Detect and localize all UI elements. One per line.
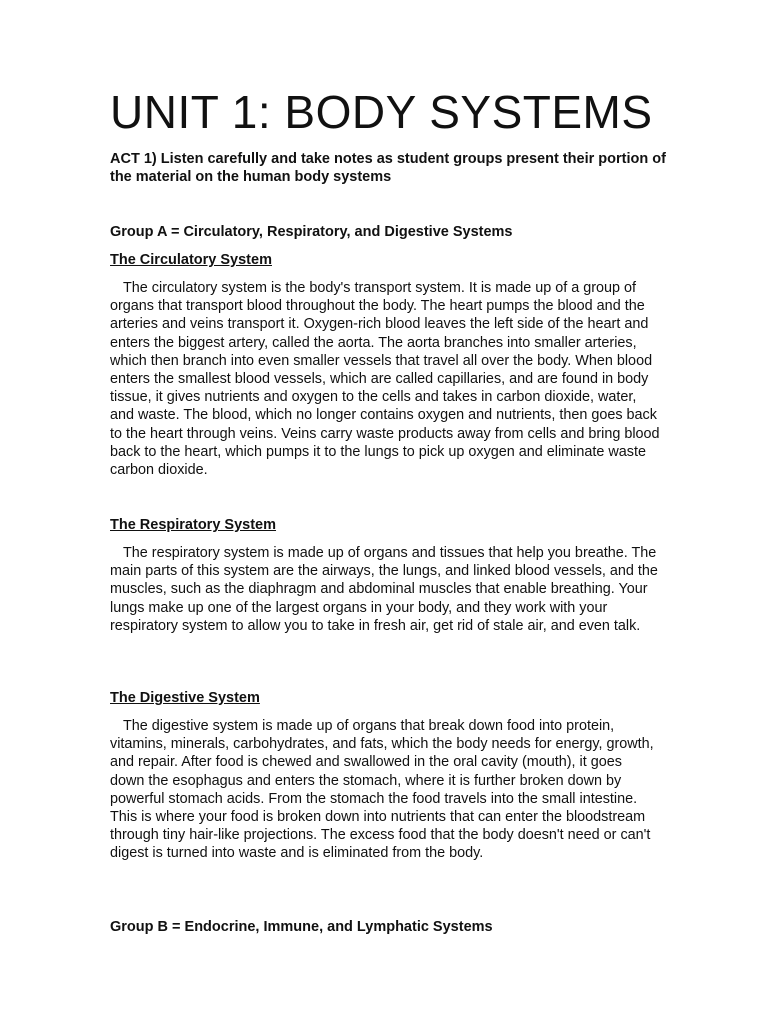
circulatory-system-heading: The Circulatory System [110, 252, 272, 268]
digestive-system-heading: The Digestive System [110, 690, 260, 706]
group-a-heading: Group A = Circulatory, Respiratory, and Digestive Systems [110, 224, 513, 240]
respiratory-system-paragraph: The respiratory system is made up of organs and tissues that help you breathe. The main parts of this system are the airways, the lungs, and linked blood vessels, and the muscles, such as the diaphragm and abdominal muscles that enable breathing. Your lungs make up one of the largest organs in your body, and they work with your respiratory system to allow you to take in fresh air, get rid of stale air, and even talk. [110, 545, 658, 634]
group-b-heading: Group B = Endocrine, Immune, and Lymphatic Systems [110, 919, 493, 935]
digestive-system-paragraph: The digestive system is made up of organs that break down food into protein, vitamins, minerals, carbohydrates, and fats, which the body needs for energy, growth, and repair. After food is chewed and swallowed in the oral cavity (mouth), it goes down the esophagus and enters the stomach, where it is further broken down by powerful stomach acids. From the stomach the food travels into the small intestine. This is where your food is broken down into nutrients that can enter the bloodstream through tiny hair-like projections. The excess food that the body doesn't need or can't digest is turned into waste and is eliminated from the body. [110, 718, 654, 862]
activity-instruction: ACT 1) Listen carefully and take notes as student groups present their portion of the material on the human body systems [110, 151, 666, 185]
respiratory-system-heading: The Respiratory System [110, 517, 277, 533]
page-title: UNIT 1: BODY SYSTEMS [110, 86, 653, 138]
circulatory-system-paragraph: The circulatory system is the body's transport system. It is made up of a group of organs that transport blood throughout the body. The heart pumps the blood and the arteries and veins transport it. Oxygen-rich blood leaves the left side of the heart and enters the biggest artery, called the aorta. The aorta branches into smaller arteries, which then branch into even smaller vessels that travel all over the body. When blood enters the smallest blood vessels, which are called capillaries, and are found in body tissue, it gives nutrients and oxygen to the cells and takes in carbon dioxide, water, and waste. The blood, which no longer contains oxygen and nutrients, then goes back to the heart through veins. Veins carry waste products away from cells and bring blood back to the heart, which pumps it to the lungs to pick up oxygen and eliminate waste carbon dioxide. [110, 280, 660, 479]
